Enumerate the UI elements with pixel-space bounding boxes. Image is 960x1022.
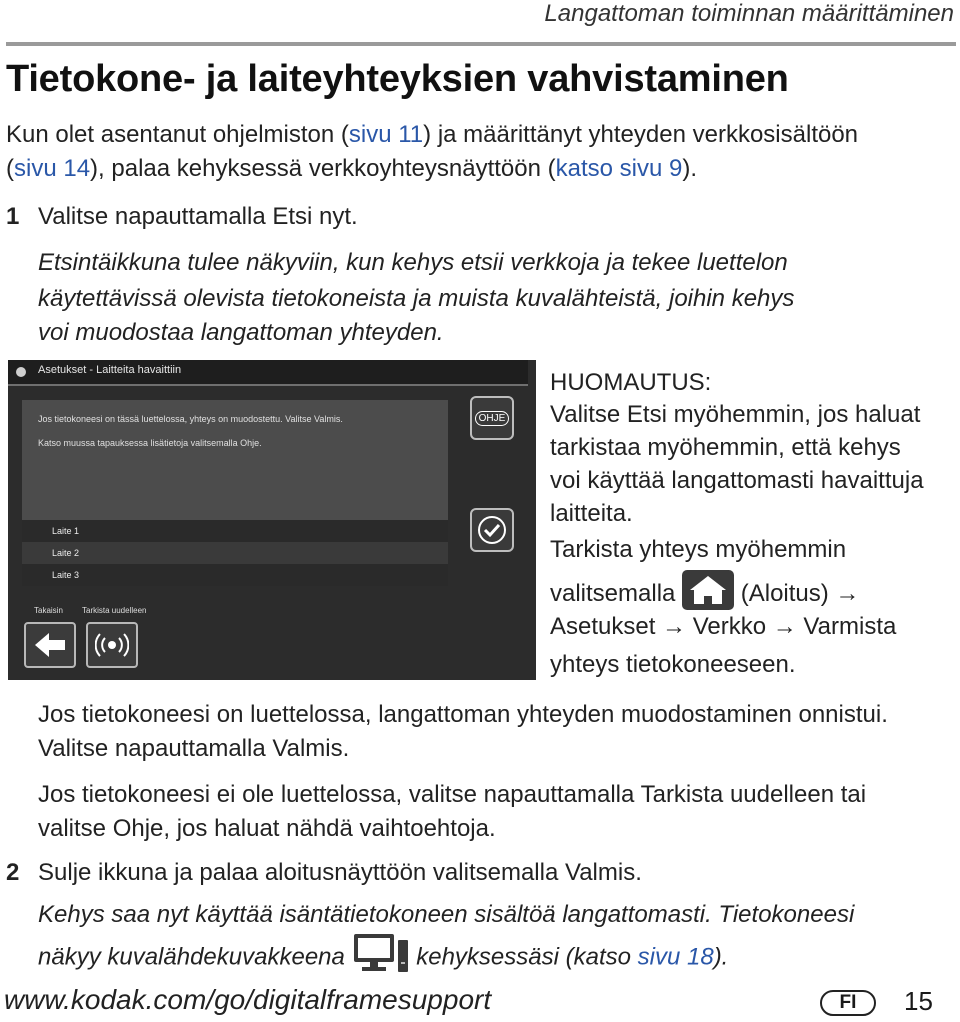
note-check-line-3: Asetukset → Verkko → Varmista <box>550 613 897 640</box>
retry-button[interactable] <box>86 622 138 668</box>
step-2-desc-line-1: Kehys saa nyt käyttää isäntätietokoneen sisältöä langattomasti. Tietokoneesi <box>38 901 855 928</box>
note-check-text: valitsemalla <box>550 579 676 607</box>
frame-screenshot <box>8 360 536 680</box>
computer-icon <box>352 932 410 984</box>
device-list-item[interactable]: Laite 2 <box>22 542 448 564</box>
intro-text: Kun olet asentanut ohjelmiston ( <box>6 121 349 148</box>
result-para-1-line-2: Valitse napauttamalla Valmis. <box>38 735 350 762</box>
link-sivu-14[interactable]: sivu 14 <box>14 155 91 182</box>
retry-label: Tarkista uudelleen <box>82 606 147 615</box>
help-button-label: OHJE <box>475 411 510 426</box>
note-label: HUOMAUTUS: <box>550 369 712 396</box>
intro-text: ( <box>6 155 14 182</box>
step-2-desc-text: näkyy kuvalähdekuvakkeena <box>38 943 345 971</box>
running-header: Langattoman toiminnan määrittäminen <box>544 0 954 27</box>
intro-line-1 <box>6 118 858 152</box>
result-para-2-line-1: Jos tietokoneesi ei ole luettelossa, valitse napauttamalla Tarkista uudelleen tai <box>38 781 867 808</box>
note-check-line-1: Tarkista yhteys myöhemmin <box>550 536 847 563</box>
done-button[interactable] <box>470 508 514 552</box>
step-2-desc-line-2 <box>38 932 728 984</box>
checkmark-icon <box>477 515 507 545</box>
link-sivu-11[interactable]: sivu 11 <box>348 121 424 148</box>
device-list-item[interactable]: Laite 1 <box>22 520 448 542</box>
back-label: Takaisin <box>34 606 63 615</box>
step-1-number: 1 <box>6 203 20 230</box>
step-1-desc-line-3: voi muodostaa langattoman yhteyden. <box>38 319 444 346</box>
screenshot-message-1: Jos tietokoneesi on tässä luettelossa, yhteys on muodostettu. Valitse Valmis. <box>38 414 343 424</box>
intro-line-2 <box>6 152 697 186</box>
footer-url[interactable]: www.kodak.com/go/digitalframesupport <box>4 984 492 1015</box>
step-2-desc-text: kehyksessäsi (katso <box>416 943 638 971</box>
step-2-desc-text: ). <box>713 943 729 971</box>
language-badge: FI <box>820 990 876 1016</box>
step-1-desc-line-1: Etsintäikkuna tulee näkyviin, kun kehys etsii verkkoja ja tekee luettelon <box>38 249 788 276</box>
page-title: Tietokone- ja laiteyhteyksien vahvistaminen <box>6 58 789 100</box>
device-list-item[interactable]: Laite 3 <box>22 564 448 586</box>
header-rule <box>6 42 956 46</box>
step-1-text: Valitse napauttamalla Etsi nyt. <box>38 203 358 230</box>
intro-text: ) ja määrittänyt yhteyden verkkosisältöön <box>423 121 859 148</box>
back-button[interactable] <box>24 622 76 668</box>
link-katso-sivu-9[interactable]: katso sivu 9 <box>555 155 683 182</box>
help-button[interactable] <box>470 396 514 440</box>
screenshot-message-2: Katso muussa tapauksessa lisätietoja valitsemalla Ohje. <box>38 438 262 448</box>
note-check-text: (Aloitus) → <box>740 579 860 607</box>
gear-icon <box>16 367 26 377</box>
page-number: 15 <box>904 986 933 1016</box>
wireless-signal-icon <box>95 630 129 660</box>
note-line: tarkistaa myöhemmin, että kehys <box>550 434 901 461</box>
screenshot-title: Asetukset - Laitteita havaittiin <box>38 364 182 376</box>
link-sivu-18[interactable]: sivu 18 <box>637 943 714 971</box>
step-2-text: Sulje ikkuna ja palaa aloitusnäyttöön valitsemalla Valmis. <box>38 859 642 886</box>
note-line: Valitse Etsi myöhemmin, jos haluat <box>550 401 921 428</box>
step-2-number: 2 <box>6 859 20 886</box>
note-line: voi käyttää langattomasti havaittuja <box>550 467 924 494</box>
step-1-desc-line-2: käytettävissä olevista tietokoneista ja muista kuvalähteistä, joihin kehys <box>38 285 795 312</box>
note-check-line-4: yhteys tietokoneeseen. <box>550 651 796 678</box>
note-line: laitteita. <box>550 500 633 527</box>
intro-text: ), palaa kehyksessä verkkoyhteysnäyttöön ( <box>90 155 556 182</box>
result-para-2-line-2: valitse Ohje, jos haluat nähdä vaihtoehtoja. <box>38 815 496 842</box>
intro-text: ). <box>682 155 698 182</box>
screenshot-divider <box>8 384 528 386</box>
result-para-1-line-1: Jos tietokoneesi on luettelossa, langattoman yhteyden muodostaminen onnistui. <box>38 701 888 728</box>
arrow-left-icon <box>33 631 67 659</box>
